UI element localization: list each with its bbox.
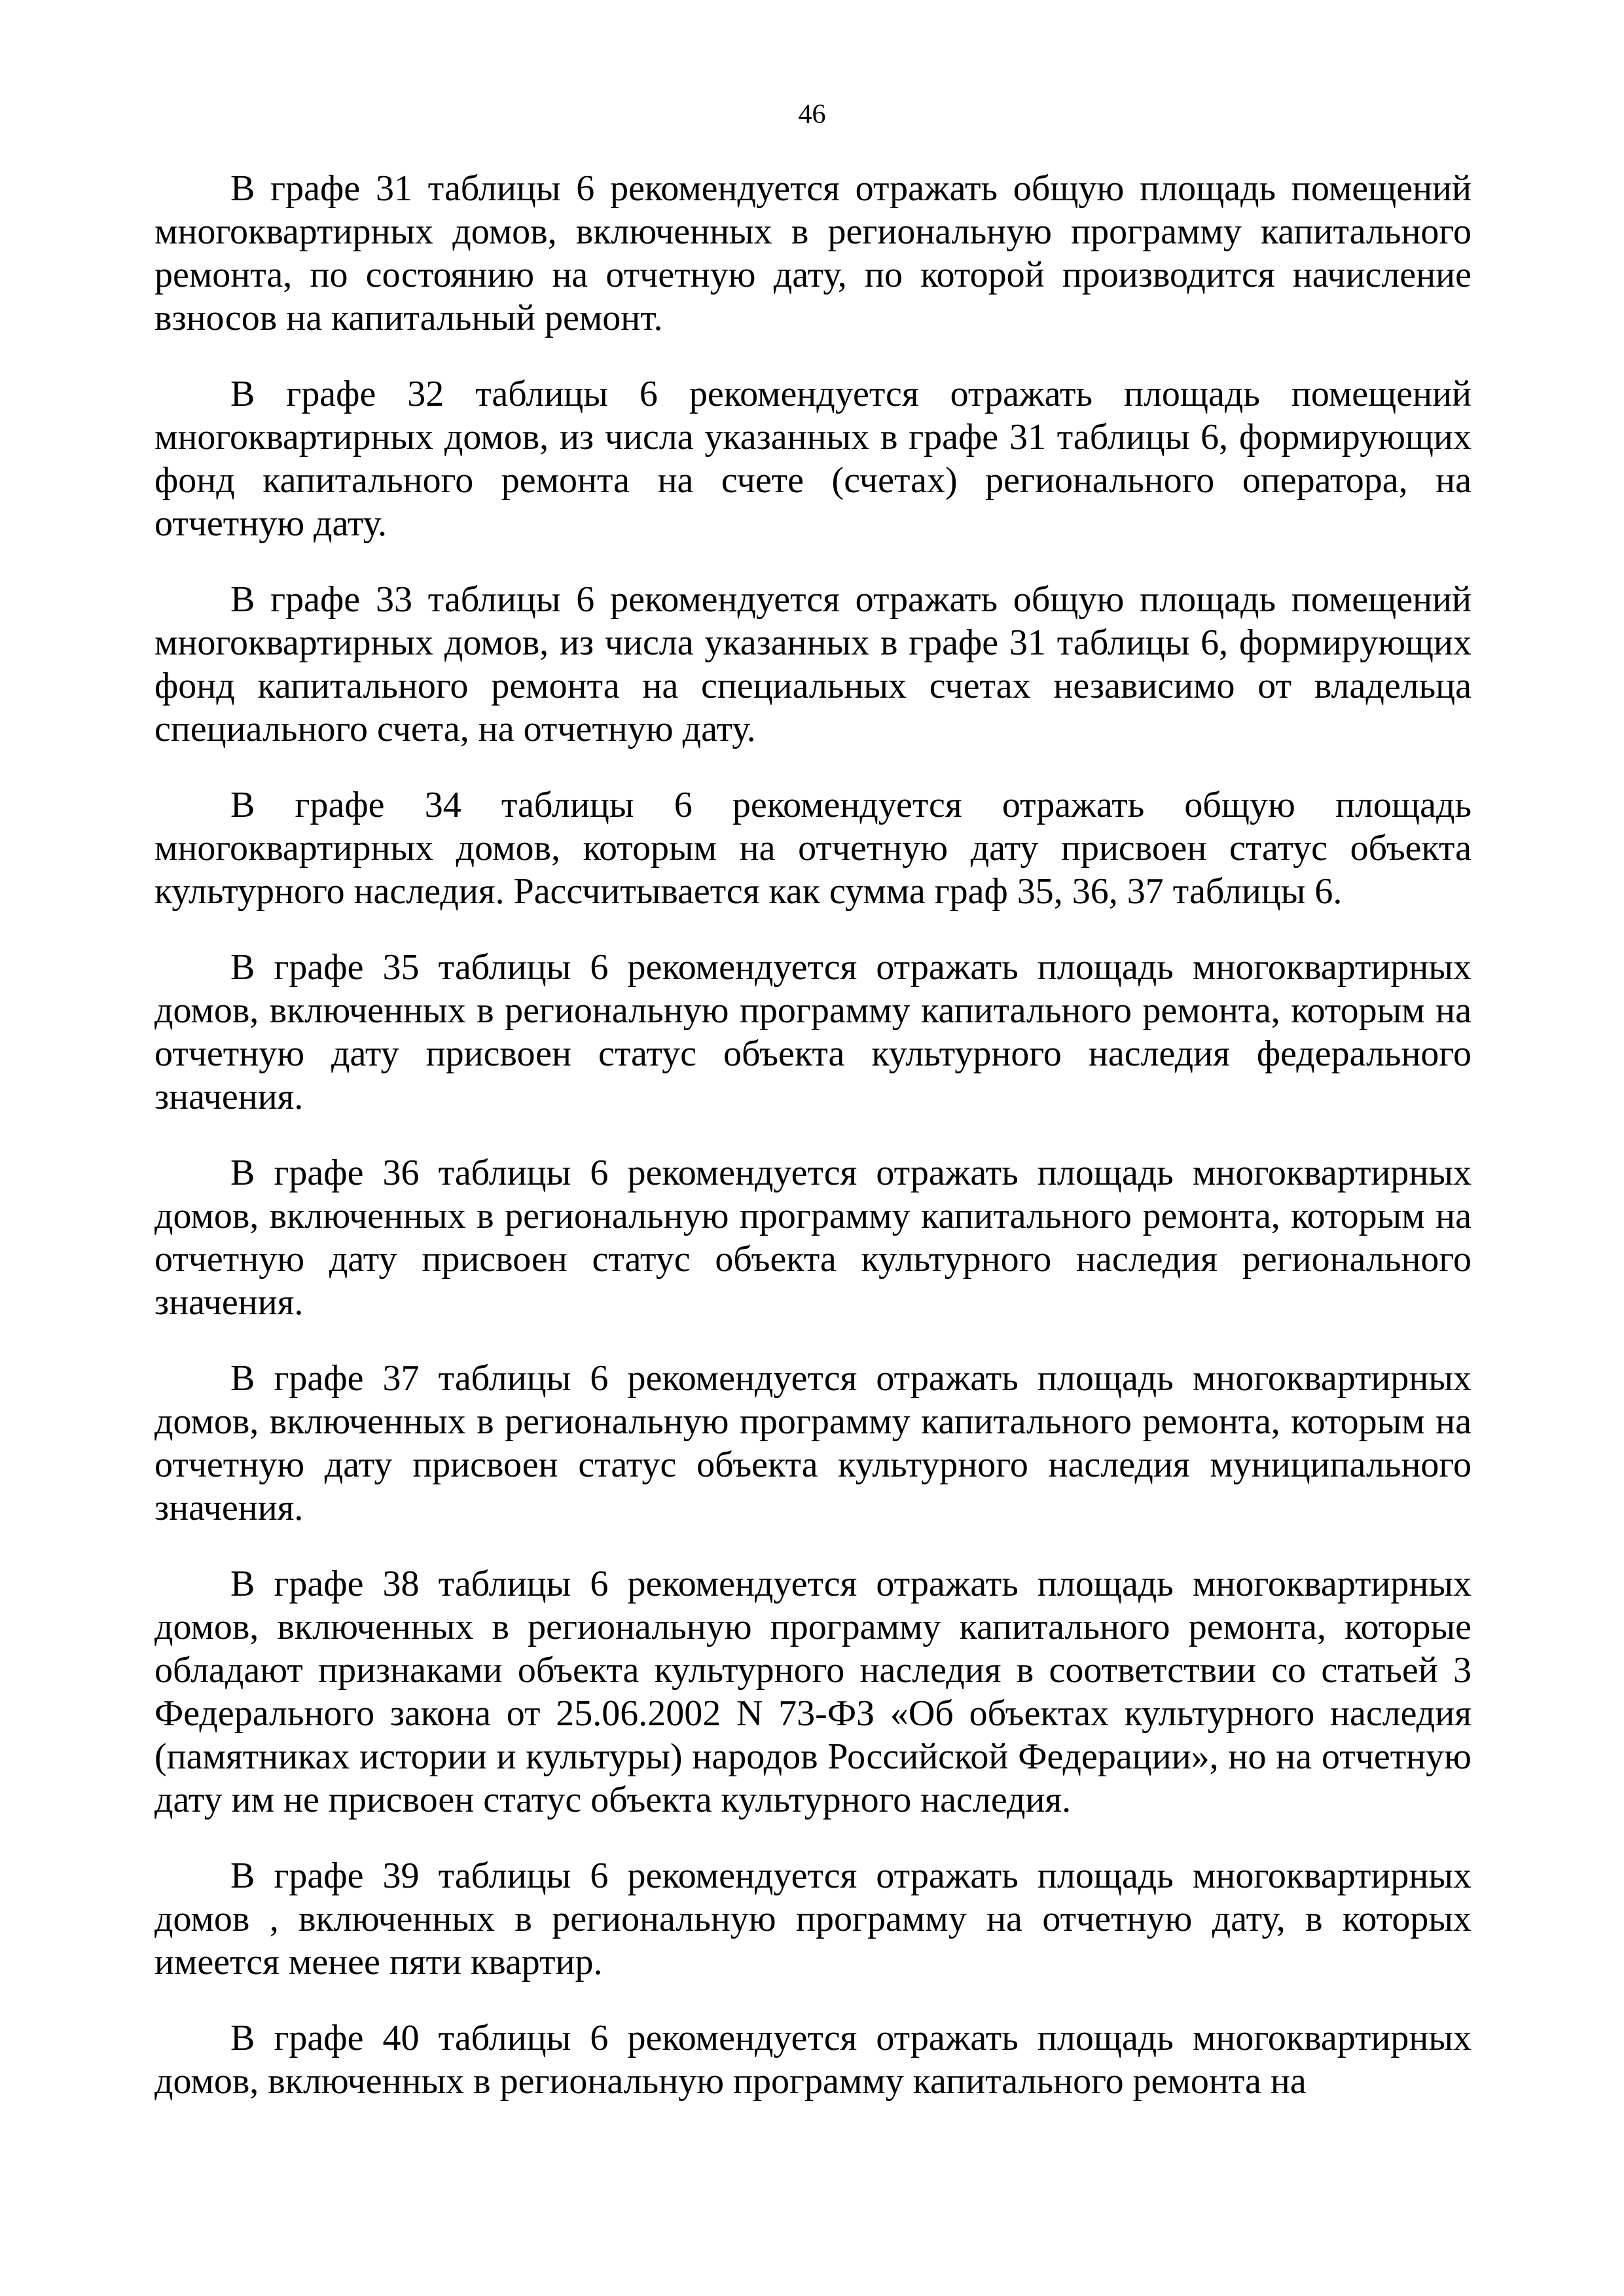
page-number: 46 [798, 99, 826, 130]
paragraph-column-34: В графе 34 таблицы 6 рекомендуется отражать общую площадь многоквартирных домов, которым на отчетную дату присвоен статус объекта культурного наследия. Рассчитывается как сумма граф 35, 36, 37 таблицы 6. [154, 785, 1471, 912]
paragraph-column-32: В графе 32 таблицы 6 рекомендуется отражать площадь помещений многоквартирных домов, из числа указанных в графе 31 таблицы 6, формирующих фонд капитального ремонта на счете (счетах) регионального оператора, на отчетную дату. [154, 374, 1471, 544]
paragraph-column-36: В графе 36 таблицы 6 рекомендуется отражать площадь многоквартирных домов, включенных в региональную программу капитального ремонта, которым на отчетную дату присвоен статус объекта культурного наследия регионального значения. [154, 1153, 1471, 1323]
paragraph-column-39: В графе 39 таблицы 6 рекомендуется отражать площадь многоквартирных домов , включенных в региональную программу на отчетную дату, в которых имеется менее пяти квартир. [154, 1856, 1471, 1982]
paragraph-column-40: В графе 40 таблицы 6 рекомендуется отражать площадь многоквартирных домов, включенных в региональную программу капитального ремонта на [154, 2018, 1471, 2102]
paragraph-column-31: В графе 31 таблицы 6 рекомендуется отражать общую площадь помещений многоквартирных домов, включенных в региональную программу капитального ремонта, по состоянию на отчетную дату, по которой производится начисление взносов на капитальный ремонт. [154, 168, 1471, 338]
paragraph-column-37: В графе 37 таблицы 6 рекомендуется отражать площадь многоквартирных домов, включенных в региональную программу капитального ремонта, которым на отчетную дату присвоен статус объекта культурного наследия муниципального значения. [154, 1358, 1471, 1528]
paragraph-column-33: В графе 33 таблицы 6 рекомендуется отражать общую площадь помещений многоквартирных домов, из числа указанных в графе 31 таблицы 6, формирующих фонд капитального ремонта на специальных счетах независимо от владельца специального счета, на отчетную дату. [154, 579, 1471, 749]
paragraph-column-35: В графе 35 таблицы 6 рекомендуется отражать площадь многоквартирных домов, включенных в региональную программу капитального ремонта, которым на отчетную дату присвоен статус объекта культурного наследия федерального значения. [154, 947, 1471, 1117]
document-body [154, 167, 1471, 2136]
paragraph-column-38: В графе 38 таблицы 6 рекомендуется отражать площадь многоквартирных домов, включенных в региональную программу капитального ремонта, которые обладают признаками объекта культурного наследия в соответствии со статьей 3 Федерального закона от 25.06.2002 N 73-ФЗ «Об объектах культурного наследия (памятниках истории и культуры) народов Российской Федерации», но на отчетную дату им не присвоен статус объекта культурного наследия. [154, 1564, 1471, 1820]
